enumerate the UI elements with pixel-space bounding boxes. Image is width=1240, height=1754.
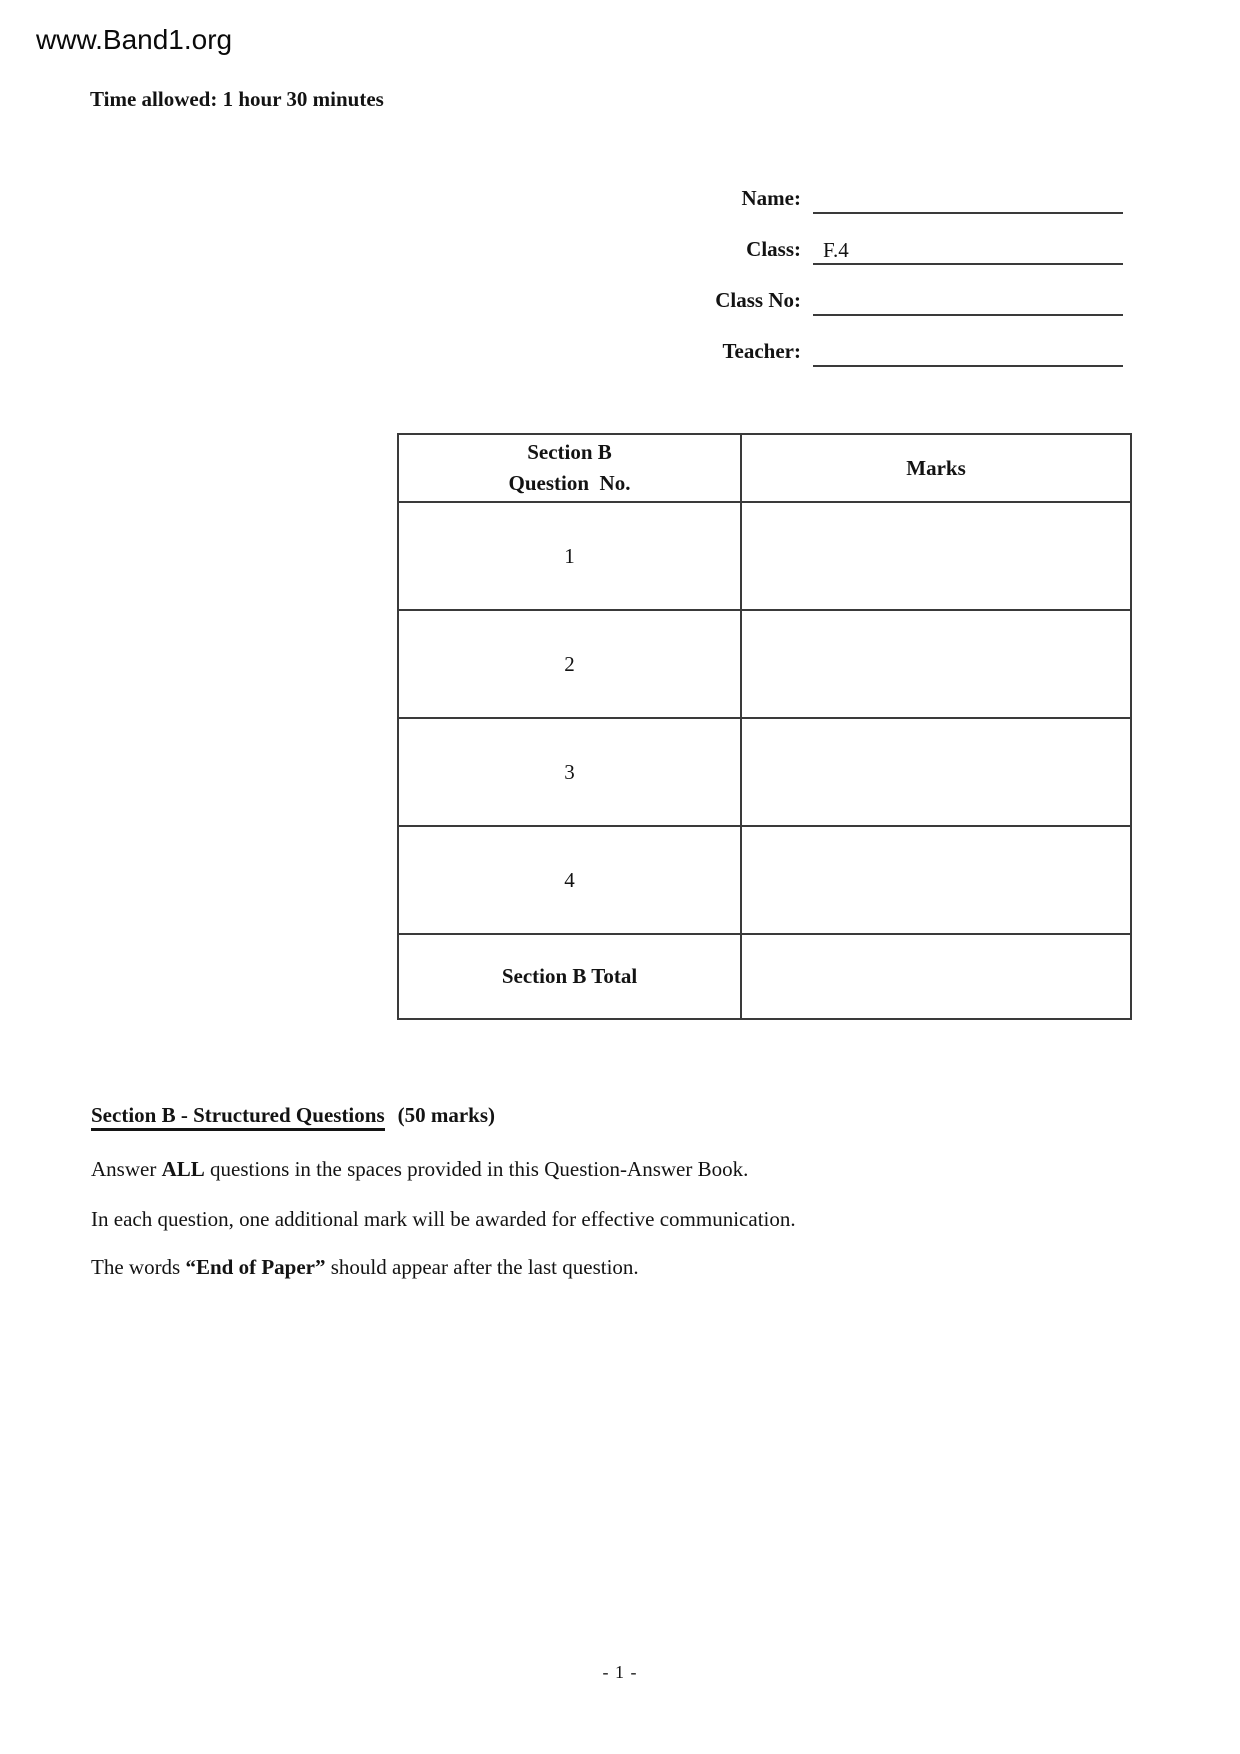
form-field-row-teacher (0, 337, 1240, 365)
header-section-b-text: Section B (527, 440, 612, 464)
site-watermark-text: www.Band1.org (36, 24, 233, 55)
class-no-field-label: Class No: (715, 288, 801, 312)
table-row-q4 (398, 826, 1131, 934)
paragraph-bold-text: “End of Paper” (185, 1255, 326, 1279)
teacher-field-label: Teacher: (722, 339, 801, 363)
section-heading (91, 1103, 495, 1128)
header-question-cell (398, 434, 741, 502)
teacher-field-blank-line (813, 337, 1123, 367)
question-number-cell: 1 (398, 502, 741, 610)
header-marks-cell: Marks (741, 434, 1131, 502)
paragraph-text: In each question, one additional mark will be awarded for effective communication. (91, 1207, 796, 1231)
section-heading-title: Section B - Structured Questions (91, 1103, 385, 1131)
class-field-label: Class: (746, 237, 801, 261)
instruction-paragraph-2 (91, 1206, 796, 1232)
paragraph-text: questions in the spaces provided in this Question-Answer Book. (204, 1157, 749, 1181)
section-heading-marks: (50 marks) (397, 1103, 496, 1127)
name-field-label: Name: (741, 186, 801, 210)
section-b-total-cell: Section B Total (398, 934, 741, 1019)
instruction-paragraph-1 (91, 1156, 748, 1182)
marks-cell (741, 826, 1131, 934)
marks-table-header-row (398, 434, 1131, 502)
marks-cell (741, 610, 1131, 718)
form-field-row-class (0, 235, 1240, 263)
marks-table (397, 433, 1132, 1020)
table-row-q3 (398, 718, 1131, 826)
time-allowed-text: Time allowed: 1 hour 30 minutes (90, 87, 384, 111)
total-marks-cell (741, 934, 1131, 1019)
paragraph-text: should appear after the last question. (325, 1255, 639, 1279)
table-row-total (398, 934, 1131, 1019)
instruction-paragraph-3 (91, 1254, 639, 1280)
question-number-cell: 3 (398, 718, 741, 826)
class-field-blank-line (813, 235, 1123, 265)
form-field-row-name (0, 184, 1240, 212)
header-question-no-text: Question No. (508, 471, 631, 495)
marks-cell (741, 502, 1131, 610)
question-number-cell: 2 (398, 610, 741, 718)
marks-cell (741, 718, 1131, 826)
form-field-row-class-no (0, 286, 1240, 314)
question-number-cell: 4 (398, 826, 741, 934)
paragraph-text: The words (91, 1255, 186, 1279)
table-row-q1 (398, 502, 1131, 610)
class-no-field-blank-line (813, 286, 1123, 316)
table-row-q2 (398, 610, 1131, 718)
page-number: - 1 - (602, 1662, 638, 1682)
paragraph-bold-text: ALL (161, 1157, 205, 1181)
paragraph-text: Answer (91, 1157, 162, 1181)
name-field-blank-line (813, 184, 1123, 214)
class-field-value: F.4 (823, 238, 849, 262)
